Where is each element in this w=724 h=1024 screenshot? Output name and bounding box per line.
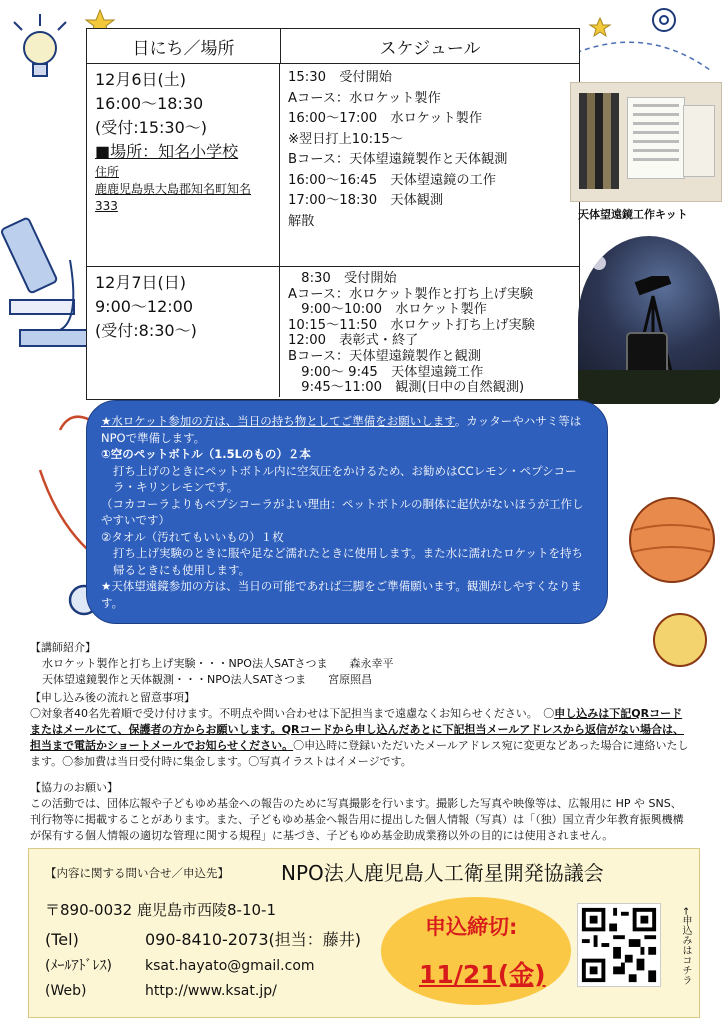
- lecturers-section: [30, 640, 394, 688]
- item2-desc: 打ち上げ実験のときに服や足など濡れたときに使用します。また水に濡れたロケットを持ち帰るときにも使用します。: [113, 546, 583, 577]
- schedule-line: Aコース：水ロケット製作と打ち上げ実験: [288, 286, 534, 302]
- schedule-line: 9:45～11:00 観測(日中の自然観測): [288, 380, 525, 396]
- header-date-place: 日にち／場所: [87, 29, 281, 63]
- tel-label: (Tel): [45, 930, 79, 949]
- contact-org: NPO法人鹿児島人工衛星開発協議会: [281, 861, 604, 885]
- lecturer-line: 天体望遠鏡製作と天体観測・・・NPO法人SATさつま 宮原照昌: [42, 673, 373, 686]
- lecturers-title: 【講師紹介】: [30, 641, 96, 654]
- flow-title: 【申し込み後の流れと留意事項】: [30, 691, 195, 704]
- lightbulb-icon: [14, 14, 66, 76]
- notice-telescope: ★天体望遠鏡参加の方は、当日の可能であれば三脚をご準備願います。観測がしやすくなります。: [101, 579, 582, 610]
- schedule-line: 9:00～10:00 水ロケット製作: [288, 302, 487, 318]
- deadline-label: 申込締切:: [425, 915, 518, 939]
- flow-text-bold: 申し込みは下記QRコードまたはメールにて、保護者の方からお願いします。QRコードから申し込んだあとに下記担当メールアドレスから返信がない場合は、担当まで電話かショートメールでお知らせください。: [30, 707, 684, 752]
- coop-title: 【協力のお願い】: [30, 781, 118, 794]
- day1-reception: (受付:15:30～): [95, 118, 207, 137]
- moon-icon: [592, 256, 606, 270]
- item1-desc: 打ち上げのときにペットボトル内に空気圧をかけるため、お勧めはCCレモン・ペプシコーラ・キリンレモンです。: [113, 463, 577, 494]
- schedule-row-day1: [87, 64, 579, 267]
- kit-tubes: [579, 93, 619, 189]
- day2-info: [87, 267, 280, 397]
- schedule-line: Bコース：天体望遠鏡製作と観測: [288, 348, 482, 364]
- microscope-icon: [1, 217, 90, 346]
- schedule-line: ※翌日打上10:15～: [288, 131, 403, 147]
- contact-box: [28, 848, 700, 1018]
- contact-zip: 〒890-0032 鹿児島市西陵8-10-1: [45, 901, 276, 919]
- web-label: (Web): [45, 983, 87, 999]
- item1-title: ①空のペットボトル（1.5Lのもの）２本: [101, 447, 311, 461]
- day1-address: 鹿鹿児島県大島郡知名町知名333: [95, 182, 252, 213]
- ground: [578, 370, 720, 404]
- schedule-line: 12:00 表彰式・終了: [288, 333, 419, 349]
- day1-time: 16:00～18:30: [95, 94, 204, 113]
- day1-date: 12月6日(土): [95, 70, 187, 89]
- contact-mail: [45, 955, 315, 975]
- schedule-header: [87, 29, 579, 64]
- mail-link[interactable]: ksat.hayato@gmail.com: [145, 958, 315, 974]
- kit-instructions: [627, 97, 685, 179]
- notice-box: [86, 400, 608, 624]
- planet-icon: [630, 498, 714, 666]
- flow-text-1: 〇対象者40名先着順で受け付けます。不明点や問い合わせは下記担当まで遠慮なくお知らせください。 〇: [30, 707, 555, 720]
- qr-side-label: ←申込みはコチラ: [680, 907, 691, 986]
- qr-code-icon[interactable]: [577, 903, 661, 987]
- deadline-date: 11/21(金): [419, 960, 546, 989]
- day1-schedule: [280, 64, 579, 266]
- orbit-doodle: [560, 42, 710, 70]
- day1-info: [87, 64, 280, 266]
- photo-caption: 天体望遠鏡工作キット: [578, 208, 688, 221]
- flow-section: [30, 690, 692, 770]
- schedule-line: 解散: [288, 213, 315, 229]
- day2-schedule: [280, 267, 579, 397]
- deadline-badge: [381, 897, 571, 1005]
- day2-time: 9:00～12:00: [95, 297, 194, 316]
- tel-number[interactable]: 090-8410-2073(担当：藤井): [145, 930, 362, 949]
- coop-text: この活動では、団体広報や子どもゆめ基金への報告のために写真撮影を行います。撮影した写真や映像等は、広報用に HP や SNS、刊行物等に掲載することがあります。また、子どもゆめ基金へ報告用に提出した個人情報（写真）は「（独）国立青少年教育振興機構が保有する個人情報の適切な管理に関する規程」に基づき、子どもゆめ基金助成業務以外の目的には使用されません。: [30, 797, 684, 842]
- web-link[interactable]: http://www.ksat.jp/: [145, 983, 277, 999]
- flow-text-2: 〇申込時に登録いただいたメールアドレス宛に変更などあった場合に連絡いたします。〇参加費は当日受付時に集金します。〇写真イラストはイメージです。: [30, 739, 689, 768]
- telescope-kit-photo: [570, 82, 722, 202]
- item1-note: （コカコーラよりもペプシコーラがよい理由：ペットボトルの胴体に起伏がないほうが工作しやすいです）: [101, 496, 584, 527]
- schedule-line: 8:30 受付開始: [288, 271, 397, 286]
- day1-venue: ■場所：知名小学校: [95, 142, 239, 161]
- cooperation-section: [30, 780, 692, 844]
- day1-address-label: 住所: [95, 165, 120, 179]
- schedule-line: Bコース：天体望遠鏡製作と天体観測: [288, 152, 508, 167]
- day2-reception: (受付:8:30～): [95, 321, 197, 340]
- schedule-line: 16:00～17:00 水ロケット製作: [288, 111, 483, 126]
- notice-emphasis: ★水ロケット参加の方は、当日の持ち物としてご準備をお願いします: [101, 414, 455, 428]
- gear-icon: [653, 9, 675, 31]
- item2-title: ②タオル（汚れてもいいもの）１枚: [101, 529, 284, 544]
- contact-web: [45, 983, 277, 999]
- schedule-line: 10:15～11:50 水ロケット打ち上げ実験: [288, 317, 535, 333]
- notice-water-rocket: [101, 413, 589, 446]
- day2-date: 12月7日(日): [95, 273, 187, 292]
- schedule-line: Aコース：水ロケット製作: [288, 90, 441, 106]
- flow-text: [30, 706, 692, 770]
- schedule-line: 9:00～ 9:45 天体望遠鏡工作: [288, 364, 484, 380]
- schedule-table: [86, 28, 580, 400]
- contact-label: 【内容に関する問い合せ／申込先】: [45, 866, 229, 880]
- schedule-line: 17:00～18:30 天体観測: [288, 193, 444, 208]
- contact-tel: [45, 927, 361, 950]
- notice-text: 。カッターやハサミ等はNPOで準備します。: [101, 414, 582, 445]
- schedule-line: 15:30 受付開始: [288, 70, 392, 85]
- mail-label: (ﾒｰﾙｱﾄﾞﾚｽ): [45, 958, 112, 974]
- header-schedule: スケジュール: [379, 38, 481, 59]
- schedule-line: 16:00～16:45 天体望遠鏡の工作: [288, 172, 496, 188]
- lecturer-line: 水ロケット製作と打ち上げ実験・・・NPO法人SATさつま 森永幸平: [42, 657, 394, 670]
- schedule-row-day2: [87, 267, 579, 397]
- telescope-observation-photo: [578, 236, 720, 404]
- kit-box: [683, 105, 715, 177]
